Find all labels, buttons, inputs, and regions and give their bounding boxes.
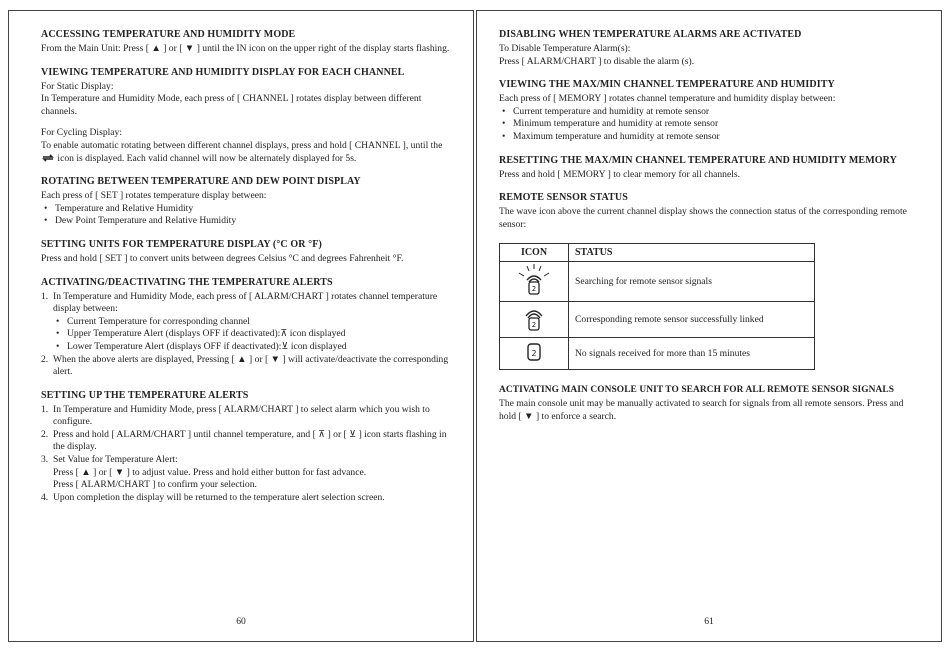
item-number: 4. <box>41 491 49 503</box>
section-body: The wave icon above the current channel display shows the connection status of the corresponding remote sensor: <box>499 206 907 230</box>
section-viewing-max-min <box>499 79 919 143</box>
item-text: When the above alerts are displayed, Pressing [ ▲ ] or [ ▼ ] will activate/deactivate the corresponding alert. <box>53 353 449 378</box>
section-heading: ROTATING BETWEEN TEMPERATURE AND DEW POINT DISPLAY <box>41 176 361 188</box>
item-number: 3. <box>41 454 49 466</box>
section-body: Each press of [ MEMORY ] rotates channel temperature and humidity display between: <box>499 93 836 105</box>
item-number: 1. <box>41 403 49 415</box>
section-heading: REMOTE SENSOR STATUS <box>499 192 628 204</box>
cycling-body-part-a: To enable automatic rotating between different channel displays, press and hold [ CHANNEL ], until the <box>41 139 443 151</box>
section-heading: VIEWING THE MAX/MIN CHANNEL TEMPERATURE AND HUMIDITY <box>499 79 835 91</box>
section-line: To Disable Temperature Alarm(s): <box>499 43 631 54</box>
section-temperature-alerts-toggle <box>41 277 451 379</box>
sensor-status-table <box>499 243 815 370</box>
section-line: Press [ ALARM/CHART ] to disable the alarm (s). <box>499 55 695 67</box>
item-number: 2. <box>41 353 49 365</box>
section-accessing-mode <box>41 29 451 56</box>
section-body: Press and hold [ MEMORY ] to clear memory for all channels. <box>499 168 741 180</box>
section-setting-units <box>41 239 451 266</box>
section-resetting-memory <box>499 155 919 182</box>
left-column <box>41 29 451 515</box>
section-disabling-alarms <box>499 29 919 68</box>
list-item: • Current Temperature for corresponding channel <box>67 316 451 329</box>
list-item: • Dew Point Temperature and Relative Humidity <box>55 215 451 228</box>
svg-text:2: 2 <box>531 349 537 359</box>
cycling-display-body <box>41 140 451 165</box>
list-item <box>41 353 451 379</box>
section-heading: RESETTING THE MAX/MIN CHANNEL TEMPERATURE AND HUMIDITY MEMORY <box>499 154 897 166</box>
page-number: 61 <box>704 616 714 627</box>
list-item <box>41 454 451 467</box>
item-text: Press and hold [ ALARM/CHART ] until channel temperature, and [ ⊼ ] or [ ⊻ ] icon starts flashing in the display. <box>53 428 447 453</box>
section-heading: SETTING UNITS FOR TEMPERATURE DISPLAY (°C OR °F) <box>41 238 322 250</box>
bullet-list <box>41 203 451 228</box>
column-header-icon: ICON <box>500 244 569 262</box>
list-item <box>41 290 451 354</box>
numbered-list <box>41 291 451 379</box>
table-header-row <box>500 244 815 262</box>
section-heading: DISABLING WHEN TEMPERATURE ALARMS ARE ACTIVATED <box>499 29 802 40</box>
static-display-label: For Static Display: <box>41 80 114 92</box>
cycling-display-label: For Cycling Display: <box>41 127 123 139</box>
section-rotating-dew-point <box>41 176 451 228</box>
section-body: From the Main Unit: Press [ ▲ ] or [ ▼ ] until the IN icon on the upper right of the display starts flashing. <box>41 43 450 54</box>
table-row <box>500 262 815 302</box>
section-setting-up-alerts <box>41 390 451 505</box>
list-item: • Temperature and Relative Humidity <box>55 203 451 216</box>
item-text: Press [ ALARM/CHART ] to confirm your selection. <box>53 479 257 491</box>
status-text: No signals received for more than 15 minutes <box>569 338 815 370</box>
table-row <box>500 302 815 338</box>
section-heading: SETTING UP THE TEMPERATURE ALERTS <box>41 389 249 401</box>
list-item <box>41 403 451 429</box>
section-heading: VIEWING TEMPERATURE AND HUMIDITY DISPLAY FOR EACH CHANNEL <box>41 66 405 78</box>
list-item: • Minimum temperature and humidity at remote sensor <box>513 118 919 131</box>
section-remote-sensor-status <box>499 192 919 370</box>
item-text: Set Value for Temperature Alert: <box>53 454 178 466</box>
column-header-status: STATUS <box>569 244 815 262</box>
section-viewing-display <box>41 67 451 166</box>
static-display-body: In Temperature and Humidity Mode, each press of [ CHANNEL ] rotates display between different channels. <box>41 93 422 117</box>
section-heading: ACTIVATING/DEACTIVATING THE TEMPERATURE ALERTS <box>41 276 333 288</box>
cycling-body-part-b: icon is displayed. Each valid channel will now be alternately displayed for 5s. <box>57 152 357 164</box>
bullet-list <box>53 316 451 354</box>
status-text: Searching for remote sensor signals <box>569 262 815 302</box>
item-text: Press [ ▲ ] or [ ▼ ] to adjust value. Press and hold either button for fast advance. <box>53 466 367 478</box>
svg-text:2: 2 <box>531 285 537 294</box>
right-column <box>499 29 919 435</box>
left-page <box>8 10 474 642</box>
cycle-arrows-icon <box>41 154 55 162</box>
item-text: In Temperature and Humidity Mode, press [ ALARM/CHART ] to select alarm which you wish to configure. <box>53 403 430 428</box>
list-item <box>53 479 451 492</box>
linked-wave-icon <box>515 304 553 332</box>
svg-text:2: 2 <box>531 321 537 330</box>
list-item <box>41 428 451 454</box>
bullet-list <box>499 106 919 144</box>
list-item: • Lower Temperature Alert (displays OFF if deactivated):⊻ icon displayed <box>67 341 451 354</box>
section-activating-search <box>499 384 919 423</box>
status-text: Corresponding remote sensor successfully linked <box>569 302 815 338</box>
list-item <box>53 467 451 480</box>
item-text: Upon completion the display will be returned to the temperature alert selection screen. <box>53 491 385 503</box>
numbered-list <box>41 404 451 505</box>
list-item: • Upper Temperature Alert (displays OFF if deactivated):⊼ icon displayed <box>67 328 451 341</box>
searching-wave-icon <box>515 264 553 296</box>
section-heading: ACTIVATING MAIN CONSOLE UNIT TO SEARCH FOR ALL REMOTE SENSOR SIGNALS <box>499 385 895 396</box>
item-number: 2. <box>41 428 49 440</box>
list-item: • Current temperature and humidity at remote sensor <box>513 106 919 119</box>
item-number: 1. <box>41 290 49 302</box>
section-body: Each press of [ SET ] rotates temperature display between: <box>41 190 267 202</box>
list-item: • Maximum temperature and humidity at remote sensor <box>513 131 919 144</box>
no-signal-icon <box>515 340 553 364</box>
item-text: In Temperature and Humidity Mode, each press of [ ALARM/CHART ] rotates channel temperature display between: <box>53 290 438 315</box>
list-item <box>41 491 451 505</box>
right-page <box>476 10 942 642</box>
table-row <box>500 338 815 370</box>
section-heading: ACCESSING TEMPERATURE AND HUMIDITY MODE <box>41 29 296 40</box>
section-body: Press and hold [ SET ] to convert units between degrees Celsius °C and degrees Fahrenheit °F. <box>41 252 404 264</box>
section-body: The main console unit may be manually activated to search for signals from all remote sensors. Press and hold [ ▼ ] to enforce a search. <box>499 398 904 422</box>
page-number: 60 <box>236 616 246 627</box>
